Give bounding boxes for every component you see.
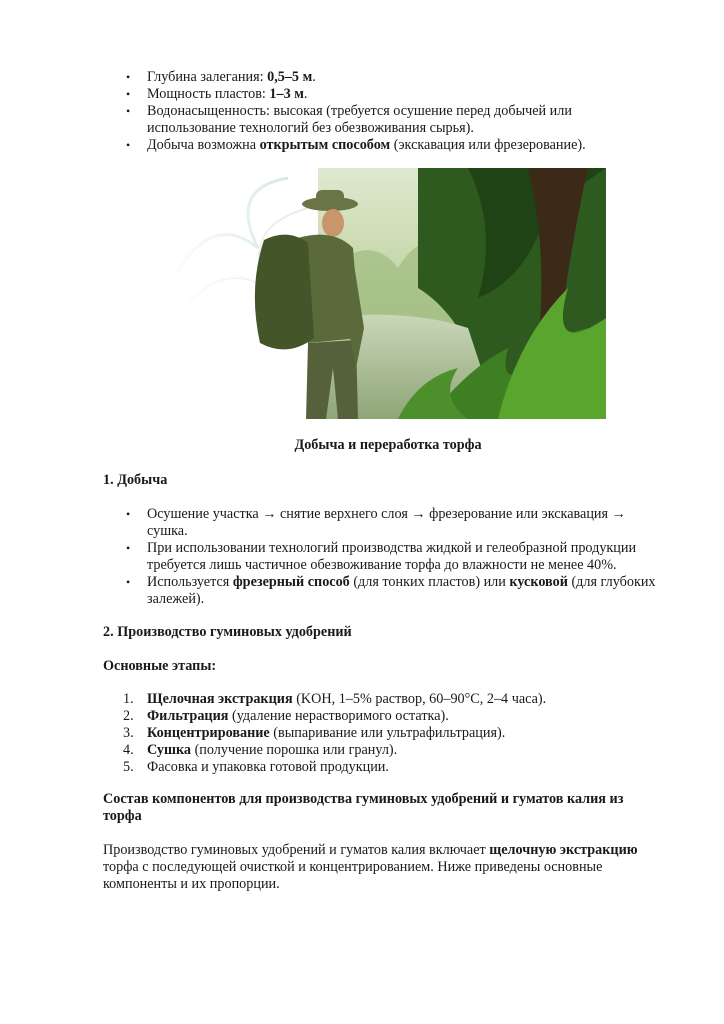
subheading-main-stages: Основные этапы: (103, 658, 217, 674)
jungle-illustration-svg (168, 168, 606, 419)
list-item: • Мощность пластов: 1–3 м. (103, 86, 651, 103)
deposit-properties-list (103, 69, 651, 154)
components-paragraph: Производство гуминовых удобрений и гуматов калия включает щелочную экстракцию торфа с последующей очисткой и концентрированием. Ниже приведены основные компоненты и их пропорции. (103, 842, 638, 892)
production-stages-list (103, 691, 651, 776)
list-item: • Используется фрезерный способ (для тонких пластов) или кусковой (для глубоких залежей). (103, 574, 663, 608)
list-item: 5. Фасовка и упаковка готовой продукции. (123, 759, 389, 775)
list-item: • При использовании технологий производства жидкой и гелеобразной продукции требуется лишь частичное обезвоживание торфа до влажности не менее 40%. (103, 540, 663, 574)
list-item: • Водонасыщенность: высокая (требуется осушение перед добычей или использование технологий без обезвоживания сырья). (103, 103, 651, 137)
list-item: • Осушение участка → снятие верхнего слоя → фрезерование или экскавация → сушка. (103, 506, 663, 540)
list-item: • Глубина залегания: 0,5–5 м. (103, 69, 651, 86)
list-item: 2. Фильтрация (удаление нерастворимого остатка). (123, 708, 449, 724)
explorer-in-jungle-illustration (168, 168, 606, 419)
section-title: Добыча и переработка торфа (294, 437, 482, 453)
list-item: 3. Концентрирование (выпаривание или ультрафильтрация). (123, 725, 506, 741)
section-heading-components: Состав компонентов для производства гуминовых удобрений и гуматов калия из торфа (103, 791, 624, 824)
list-item: 4. Сушка (получение порошка или гранул). (123, 742, 398, 758)
extraction-steps-list (103, 506, 663, 608)
section-heading-production: 2. Производство гуминовых удобрений (103, 624, 352, 640)
section-heading-extraction: 1. Добыча (103, 472, 168, 488)
list-item: 1. Щелочная экстракция (KOH, 1–5% раствор, 60–90°C, 2–4 часа). (123, 691, 547, 707)
list-item: • Добыча возможна открытым способом (экскавация или фрезерование). (103, 137, 651, 154)
